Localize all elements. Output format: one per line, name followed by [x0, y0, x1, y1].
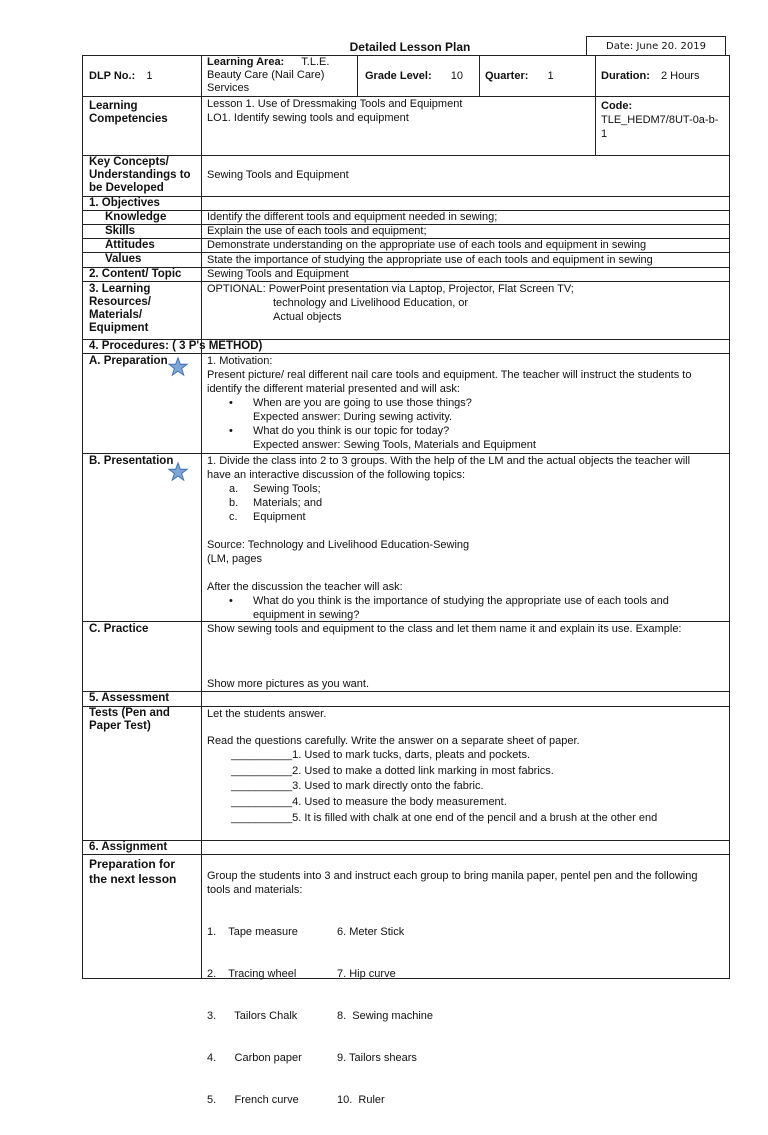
key-concepts-value: Sewing Tools and Equipment [207, 169, 349, 181]
divider [201, 97, 202, 978]
key-concepts-label-1: Key Concepts/ [89, 156, 169, 168]
assessment-label: 5. Assessment [89, 692, 170, 704]
resources-text [207, 282, 574, 324]
next-lesson-label-1: Preparation for [89, 857, 176, 871]
practice-label: C. Practice [89, 623, 149, 635]
assignment-label: 6. Assignment [89, 841, 168, 853]
preparation-question-2: What do you think is our topic for today? [253, 425, 450, 437]
presentation-line-2: have an interactive discussion of the following topics: [207, 469, 466, 481]
assessment-item: __________4. Used to measure the body measurement. [231, 796, 507, 809]
key-concepts-label [89, 156, 191, 195]
duration-label: Duration: [601, 70, 650, 82]
tests-label-1: Tests (Pen and [89, 707, 170, 719]
code-label: Code: [601, 100, 633, 112]
divider [83, 840, 729, 841]
knowledge-text: Identify the different tools and equipment needed in sewing; [207, 211, 498, 223]
list-item [207, 396, 727, 424]
learning-area-value-1: T.L.E. [301, 56, 330, 68]
key-concepts-label-3: be Developed [89, 182, 164, 194]
duration-field [601, 70, 699, 82]
duration-value: 2 Hours [660, 70, 700, 82]
source-line-1: Source: Technology and Livelihood Education-Sewing [207, 539, 470, 551]
assessment-intro: Let the students answer. [207, 708, 327, 720]
preparation-label: A. Preparation [89, 355, 168, 367]
topic-b: Materials; and [253, 497, 323, 509]
dlp-value: 1 [146, 70, 153, 82]
content-value: Sewing Tools and Equipment [207, 268, 349, 280]
assessment-item: __________2. Used to make a dotted link marking in most fabrics. [231, 764, 554, 777]
assessment-item: __________3. Used to mark directly onto the fabric. [231, 780, 484, 793]
objectives-label: 1. Objectives [89, 197, 160, 209]
resources-label-3: Materials/ [89, 309, 143, 321]
practice-line-2: Show more pictures as you want. [207, 678, 370, 690]
knowledge-label: Knowledge [105, 211, 167, 223]
presentation-text [207, 454, 725, 622]
assignment-text [207, 869, 697, 897]
values-text: State the importance of studying the appropriate use of each tools and equipment in sewing [207, 254, 653, 266]
dlp-field [89, 70, 152, 82]
divider [479, 56, 480, 96]
list-item: 10. Ruler [337, 1094, 385, 1106]
date-box: Date: June 20. 2019 [586, 36, 726, 56]
learning-area-field [207, 56, 329, 95]
list-item: 8. Sewing machine [337, 1010, 433, 1022]
learning-area-label: Learning Area: [207, 56, 285, 68]
competencies-label-1: Learning [89, 100, 138, 112]
preparation-question-1: When are you are going to use those things? [253, 397, 472, 409]
learning-area-value-3: Services [207, 82, 250, 94]
preparation-text [207, 354, 727, 452]
star-icon [167, 461, 189, 483]
competencies-label-2: Competencies [89, 113, 168, 125]
code-field [601, 99, 718, 141]
list-item: 9. Tailors shears [337, 1052, 417, 1064]
presentation-line-1: 1. Divide the class into 2 to 3 groups. With the help of the LM and the actual objects the teacher will [207, 455, 691, 467]
assignment-line-1: Group the students into 3 and instruct each group to bring manila paper, pentel pen and the following [207, 870, 698, 882]
quarter-label: Quarter: [485, 70, 529, 82]
presentation-after: After the discussion the teacher will ask: [207, 581, 403, 593]
divider [357, 56, 358, 96]
assessment-item: __________1. Used to mark tucks, darts, pleats and pockets. [231, 749, 531, 761]
grade-level-label: Grade Level: [365, 70, 432, 82]
header-table [82, 55, 730, 97]
skills-label: Skills [105, 225, 136, 237]
values-label: Values [105, 253, 142, 265]
practice-line-1: Show sewing tools and equipment to the class and let them name it and explain its use. Example: [207, 623, 682, 635]
presentation-label: B. Presentation [89, 455, 174, 467]
attitudes-label: Attitudes [105, 239, 155, 251]
preparation-line-2: Present picture/ real different nail care tools and equipment. The teacher will instruct the students to [207, 369, 692, 381]
tests-label [89, 707, 170, 733]
learning-area-value-2: Beauty Care (Nail Care) [207, 69, 325, 81]
competencies-line-1: Lesson 1. Use of Dressmaking Tools and Equipment [207, 98, 463, 110]
list-marker: a. [229, 483, 239, 495]
preparation-line-3: identify the different material presented and will ask: [207, 383, 460, 395]
list-item: 6. Meter Stick [337, 926, 405, 938]
assessment-instructions: Read the questions carefully. Write the answer on a separate sheet of paper. [207, 735, 580, 747]
topic-c: Equipment [253, 511, 306, 523]
list-item [207, 510, 725, 524]
lesson-plan-table [82, 96, 730, 1106]
preparation-answer-2: Expected answer: Sewing Tools, Materials and Equipment [253, 439, 536, 451]
key-concepts-label-2: Understandings to [89, 169, 191, 181]
content-label: 2. Content/ Topic [89, 268, 182, 280]
code-value-1: TLE_HEDM7/8UT-0a-b- [601, 114, 719, 126]
list-item: 1. Tape measure [207, 926, 298, 938]
dlp-label: DLP No.: [89, 70, 136, 82]
resources-label-1: 3. Learning [89, 283, 151, 295]
presentation-question-2: equipment in sewing? [253, 609, 360, 621]
document-title: Detailed Lesson Plan [349, 40, 471, 54]
star-icon [167, 356, 189, 378]
divider [83, 196, 729, 197]
topic-a: Sewing Tools; [253, 483, 321, 495]
divider [83, 691, 729, 692]
source-line-2: (LM, pages [207, 553, 263, 565]
presentation-question-1: What do you think is the importance of studying the appropriate use of each tools and [253, 595, 669, 607]
list-item [207, 482, 725, 496]
tests-label-2: Paper Test) [89, 720, 151, 732]
divider [595, 97, 596, 155]
resources-line-1: OPTIONAL: PowerPoint presentation via Laptop, Projector, Flat Screen TV; [207, 283, 574, 295]
code-value-2: 1 [601, 128, 608, 140]
competencies-line-2: LO1. Identify sewing tools and equipment [207, 112, 409, 124]
resources-label [89, 283, 151, 335]
divider [595, 56, 596, 96]
list-marker: b. [229, 497, 239, 509]
list-item: 5. French curve [207, 1094, 299, 1106]
list-item: 2. Tracing wheel [207, 968, 297, 980]
resources-label-4: Equipment [89, 322, 149, 334]
list-item: 7. Hip curve [337, 968, 396, 980]
skills-text: Explain the use of each tools and equipment; [207, 225, 427, 237]
list-item: 3. Tailors Chalk [207, 1010, 298, 1022]
assessment-items [231, 748, 657, 827]
grade-level-value: 10 [450, 70, 463, 82]
competencies-label [89, 100, 168, 126]
next-lesson-label-2: the next lesson [89, 872, 177, 886]
materials-right-column [337, 897, 433, 1135]
list-item [207, 594, 725, 622]
assignment-line-2: tools and materials: [207, 884, 303, 896]
divider [83, 706, 729, 707]
list-item: 4. Carbon paper [207, 1052, 302, 1064]
divider [201, 56, 202, 96]
list-item [207, 496, 725, 510]
attitudes-text: Demonstrate understanding on the appropriate use of each tools and equipment in sewing [207, 239, 647, 251]
list-item [207, 424, 727, 452]
competencies-text [207, 97, 462, 125]
preparation-line-1: 1. Motivation: [207, 355, 273, 367]
list-marker: c. [229, 511, 238, 523]
resources-label-2: Resources/ [89, 296, 152, 308]
resources-line-2: technology and Livelihood Education, or [273, 297, 469, 309]
quarter-value: 1 [547, 70, 554, 82]
next-lesson-label [89, 857, 176, 887]
assessment-item: __________5. It is filled with chalk at one end of the pencil and a brush at the other end [231, 811, 658, 824]
resources-line-3: Actual objects [273, 311, 342, 323]
procedures-label: 4. Procedures: ( 3 P's METHOD) [89, 340, 263, 352]
grade-level-field [365, 70, 463, 82]
quarter-field [485, 70, 554, 82]
divider [83, 854, 729, 855]
preparation-answer-1: Expected answer: During sewing activity. [253, 411, 453, 423]
materials-left-column [207, 897, 302, 1135]
